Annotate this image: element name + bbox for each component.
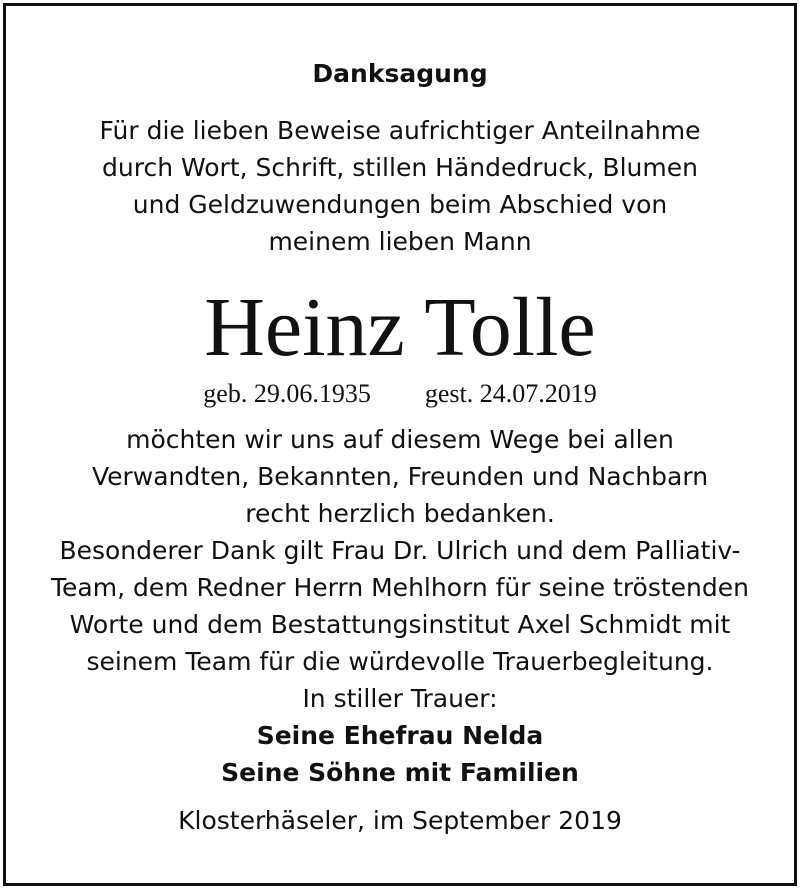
place-date xyxy=(0,802,800,839)
intro-line: durch Wort, Schrift, stillen Händedruck, Blumen xyxy=(102,153,698,182)
intro-paragraph xyxy=(0,112,800,260)
birth-date: geb. 29.06.1935 xyxy=(203,379,371,408)
notice-heading xyxy=(0,56,800,92)
thanks-line: seinem Team für die würdevolle Trauerbegleitung. xyxy=(86,647,714,676)
thanks-line: Besonderer Dank gilt Frau Dr. Ulrich und dem Palliativ- xyxy=(59,536,741,565)
deceased-name-text: Heinz Tolle xyxy=(204,281,596,374)
intro-line: meinem lieben Mann xyxy=(268,227,532,256)
intro-line: Für die lieben Beweise aufrichtiger Anteilnahme xyxy=(99,116,701,145)
thanks-line: Worte und dem Bestattungsinstitut Axel Schmidt mit xyxy=(69,610,731,639)
thanks-line: Verwandten, Bekannten, Freunden und Nachbarn xyxy=(91,462,709,491)
signer-line: Seine Söhne mit Familien xyxy=(221,758,579,787)
thanks-paragraph xyxy=(0,421,800,680)
thanks-line: möchten wir uns auf diesem Wege bei allen xyxy=(126,425,674,454)
deceased-name xyxy=(0,278,800,378)
life-dates xyxy=(0,374,800,414)
mourning-intro-text: In stiller Trauer: xyxy=(302,684,498,713)
death-date: gest. 24.07.2019 xyxy=(424,379,597,408)
mourning-intro xyxy=(0,680,800,717)
place-date-text: Klosterhäseler, im September 2019 xyxy=(178,806,622,835)
thanks-line: recht herzlich bedanken. xyxy=(245,499,555,528)
signers xyxy=(0,717,800,791)
heading-text: Danksagung xyxy=(312,59,488,88)
signer-line: Seine Ehefrau Nelda xyxy=(256,721,544,750)
thanks-line: Team, dem Redner Herrn Mehlhorn für seine tröstenden xyxy=(51,573,749,602)
intro-line: und Geldzuwendungen beim Abschied von xyxy=(132,190,668,219)
